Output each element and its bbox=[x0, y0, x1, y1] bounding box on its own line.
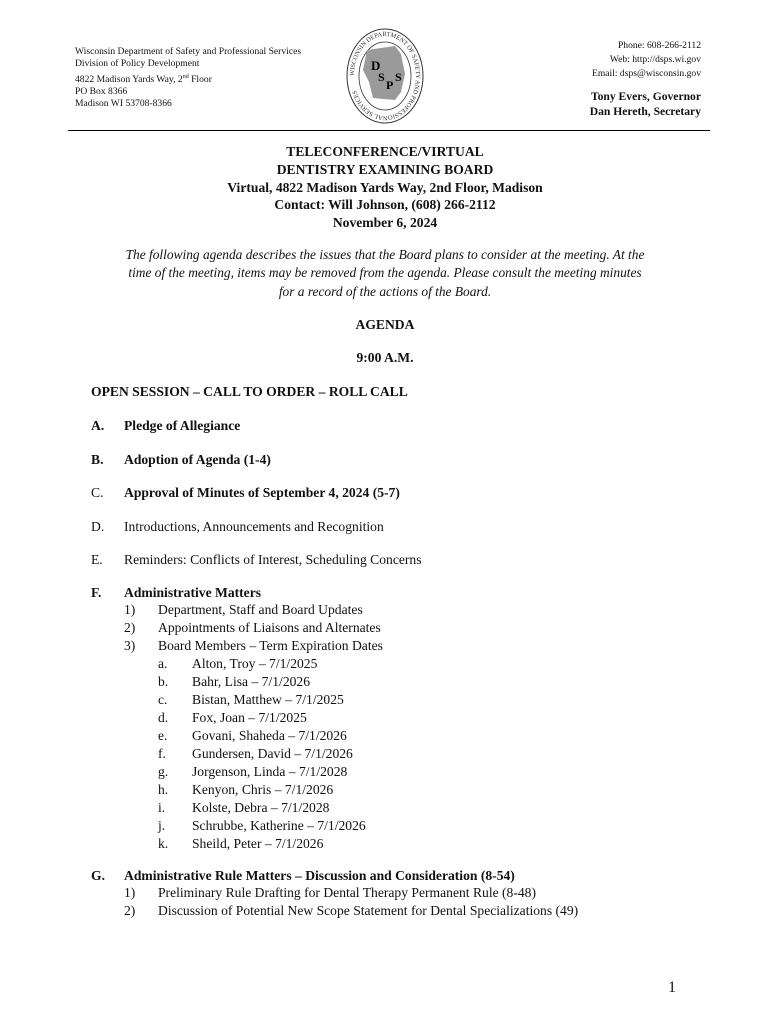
governor: Tony Evers, Governor bbox=[590, 90, 701, 103]
agenda-heading: AGENDA bbox=[355, 317, 415, 332]
seal-letter-s2: S bbox=[395, 70, 402, 84]
item-letter: D. bbox=[91, 519, 105, 534]
intro-line-1: The following agenda describes the issues that the Board plans to consider at the meeting. At the bbox=[125, 247, 645, 262]
phone: Phone: 608-266-2112 bbox=[617, 40, 701, 51]
seal-letter-p: P bbox=[386, 78, 394, 92]
item-text: Reminders: Conflicts of Interest, Scheduling Concerns bbox=[124, 552, 422, 567]
item-text: Introductions, Announcements and Recognition bbox=[124, 519, 384, 534]
meeting-time: 9:00 A.M. bbox=[356, 350, 414, 365]
item-letter: G. bbox=[91, 868, 105, 883]
item-text: Pledge of Allegiance bbox=[124, 418, 241, 433]
title-line-1: TELECONFERENCE/VIRTUAL bbox=[286, 144, 484, 159]
item-letter: E. bbox=[91, 552, 103, 567]
intro-paragraph bbox=[88, 246, 682, 301]
city-zip: Madison WI 53708-8366 bbox=[75, 98, 172, 110]
intro-line-3: for a record of the actions of the Board. bbox=[278, 283, 492, 299]
secretary: Dan Hereth, Secretary bbox=[589, 105, 701, 118]
page-number: 1 bbox=[668, 979, 676, 996]
item-text: Adoption of Agenda (1-4) bbox=[124, 452, 271, 467]
title-line-3: Virtual, 4822 Madison Yards Way, 2nd Floor, Madison bbox=[227, 179, 543, 195]
header-divider bbox=[68, 130, 710, 131]
intro-line-2: time of the meeting, items may be removed from the agenda. Please consult the meeting minutes bbox=[128, 265, 642, 281]
meeting-title bbox=[0, 143, 770, 232]
item-letter: B. bbox=[91, 452, 104, 467]
item-text: Administrative Matters bbox=[124, 585, 262, 600]
division-name: Division of Policy Development bbox=[75, 58, 200, 70]
web-link[interactable]: Web: http://dsps.wi.gov bbox=[609, 54, 701, 65]
dsps-seal-icon bbox=[345, 26, 425, 126]
email-link[interactable]: Email: dsps@wisconsin.gov bbox=[591, 68, 701, 79]
contact-block bbox=[590, 39, 701, 119]
agency-address bbox=[75, 46, 301, 111]
agency-name: Wisconsin Department of Safety and Professional Services bbox=[75, 46, 302, 57]
item-text: Approval of Minutes of September 4, 2024 (5-7) bbox=[124, 485, 400, 500]
street-address: 4822 Madison Yards Way, 2nd Floor bbox=[75, 73, 212, 85]
seal-letter-d: D bbox=[371, 58, 381, 73]
title-line-2: DENTISTRY EXAMINING BOARD bbox=[276, 161, 494, 177]
item-letter: F. bbox=[91, 585, 102, 600]
item-letter: A. bbox=[91, 418, 105, 433]
title-line-5: November 6, 2024 bbox=[332, 215, 438, 231]
po-box: PO Box 8366 bbox=[75, 86, 128, 98]
open-session-heading: OPEN SESSION – CALL TO ORDER – ROLL CALL bbox=[91, 384, 408, 399]
officials bbox=[590, 89, 701, 119]
item-letter: C. bbox=[91, 485, 104, 500]
title-line-4: Contact: Will Johnson, (608) 266-2112 bbox=[274, 197, 496, 213]
seal-ring-text: WISCONSIN DEPARTMENT OF SAFETY AND PROFESSIONAL SERVICES bbox=[348, 30, 422, 122]
item-text: Administrative Rule Matters – Discussion and Consideration (8-54) bbox=[124, 868, 515, 883]
seal-letter-s1: S bbox=[378, 70, 385, 84]
